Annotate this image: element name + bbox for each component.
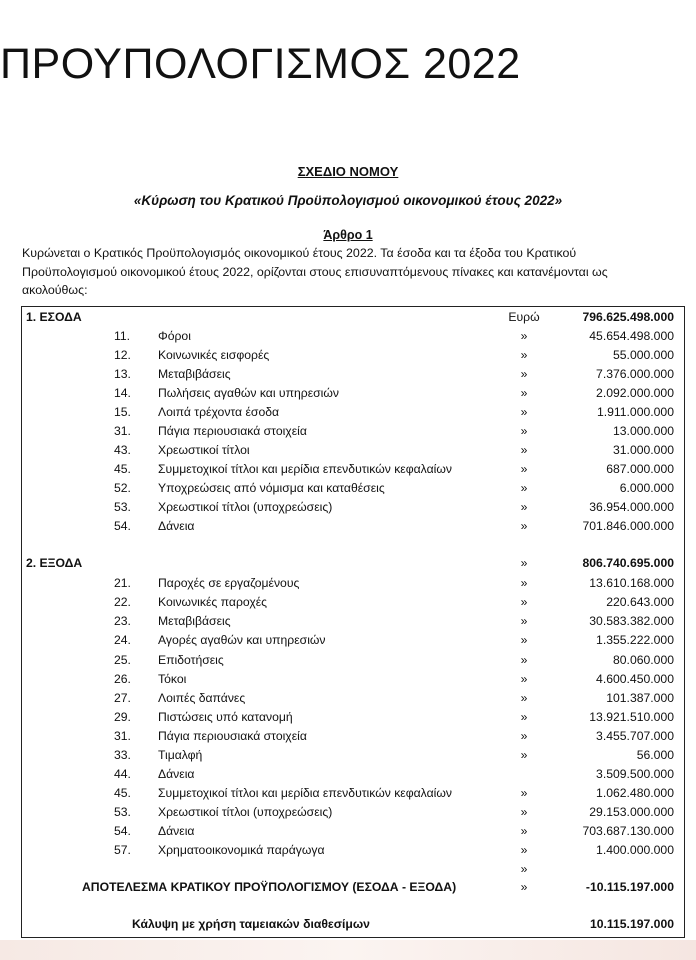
row-code: 13.: [114, 367, 131, 381]
table-row: [22, 481, 684, 500]
row-unit: »: [520, 633, 528, 647]
row-amount: 701.846.000.000: [582, 519, 674, 533]
document-title: ΠΡΟΥΠΟΛΟΓΙΣΜΟΣ 2022: [0, 40, 521, 88]
row-amount: 2.092.000.000: [596, 386, 674, 400]
row-amount: 3.455.707.000: [596, 729, 674, 743]
table-row: [22, 462, 684, 481]
row-code: 26.: [114, 672, 131, 686]
row-amount: 55.000.000: [613, 348, 674, 362]
table-row: [22, 748, 684, 767]
row-unit: »: [520, 710, 528, 724]
row-label: Χρηματοοικονομικά παράγωγα: [158, 843, 325, 857]
row-code: 24.: [114, 633, 131, 647]
row-code: 57.: [114, 843, 131, 857]
row-unit: »: [520, 805, 528, 819]
row-unit: »: [520, 729, 528, 743]
row-code: 54.: [114, 519, 131, 533]
row-amount: 687.000.000: [606, 462, 674, 476]
budget-table: [21, 306, 685, 938]
row-amount: 1.911.000.000: [596, 405, 674, 419]
row-amount: 36.954.000.000: [589, 500, 674, 514]
intro-paragraph: [22, 244, 684, 300]
row-label: Παροχές σε εργαζομένους: [158, 576, 300, 590]
row-label: Υποχρεώσεις από νόμισμα και καταθέσεις: [158, 481, 385, 495]
page-bottom-edge: [0, 940, 696, 960]
row-label: Κοινωνικές παροχές: [158, 595, 268, 609]
result-row: [22, 880, 684, 899]
expenses-section-label: 2. ΕΞΟΔΑ: [26, 556, 83, 570]
row-unit: »: [520, 348, 528, 362]
row-unit: »: [520, 880, 528, 894]
row-amount: 1.400.000.000: [596, 843, 674, 857]
row-label: Δάνεια: [158, 519, 195, 533]
row-label: Τιμαλφή: [158, 748, 203, 762]
table-row: [22, 614, 684, 633]
row-unit: »: [520, 481, 528, 495]
row-unit: »: [520, 576, 528, 590]
table-row: [22, 500, 684, 519]
table-row: [22, 805, 684, 824]
revenue-total: 796.625.498.000: [582, 310, 674, 324]
row-label: Χρεωστικοί τίτλοι (υποχρεώσεις): [158, 805, 333, 819]
table-row: [22, 424, 684, 443]
row-unit: »: [520, 824, 528, 838]
row-code: 15.: [114, 405, 131, 419]
row-label: Δάνεια: [158, 824, 195, 838]
table-row: [22, 348, 684, 367]
row-label: Πάγια περιουσιακά στοιχεία: [158, 424, 307, 438]
row-label: Επιδοτήσεις: [158, 653, 224, 667]
row-label: Πιστώσεις υπό κατανομή: [158, 710, 293, 724]
row-label: Κοινωνικές εισφορές: [158, 348, 270, 362]
row-label: Συμμετοχικοί τίτλοι και μερίδια επενδυτικών κεφαλαίων: [158, 462, 452, 476]
revenue-header-row: [22, 310, 684, 329]
row-amount: 703.687.130.000: [582, 824, 674, 838]
row-unit: »: [520, 500, 528, 514]
row-unit: »: [520, 843, 528, 857]
row-code: 54.: [114, 824, 131, 838]
row-amount: 13.000.000: [613, 424, 674, 438]
row-unit: »: [520, 862, 528, 876]
row-amount: 31.000.000: [613, 443, 674, 457]
article-heading: Άρθρο 1: [323, 228, 373, 242]
row-label: Αγορές αγαθών και υπηρεσιών: [158, 633, 326, 647]
row-label: Χρεωστικοί τίτλοι: [158, 443, 250, 457]
row-amount: 13.610.168.000: [589, 576, 674, 590]
row-code: 33.: [114, 748, 131, 762]
row-code: 29.: [114, 710, 131, 724]
ratification-heading: «Κύρωση του Κρατικού Προϋπολογισμού οικονομικού έτους 2022»: [133, 193, 563, 208]
row-code: 53.: [114, 500, 131, 514]
row-label: Συμμετοχικοί τίτλοι και μερίδια επενδυτικών κεφαλαίων: [158, 786, 452, 800]
table-row: [22, 729, 684, 748]
row-unit: »: [520, 786, 528, 800]
row-amount: 13.921.510.000: [589, 710, 674, 724]
row-code: 22.: [114, 595, 131, 609]
coverage-amount: 10.115.197.000: [589, 917, 674, 931]
row-amount: 1.355.222.000: [596, 633, 674, 647]
row-unit: »: [520, 653, 528, 667]
table-row: [22, 595, 684, 614]
table-row: [22, 862, 684, 881]
row-unit: »: [520, 691, 528, 705]
row-label: Μεταβιβάσεις: [158, 367, 231, 381]
row-code: 43.: [114, 443, 131, 457]
row-unit: »: [520, 386, 528, 400]
row-amount: 101.387.000: [606, 691, 674, 705]
row-unit: »: [520, 519, 528, 533]
table-row: [22, 691, 684, 710]
row-unit: »: [520, 405, 528, 419]
row-amount: 56.000: [636, 748, 674, 762]
row-unit: »: [520, 424, 528, 438]
table-row: [22, 710, 684, 729]
row-code: 45.: [114, 462, 131, 476]
row-unit: »: [520, 462, 528, 476]
table-row: [22, 633, 684, 652]
row-code: 44.: [114, 767, 131, 781]
table-row: [22, 386, 684, 405]
row-label: Δάνεια: [158, 767, 195, 781]
row-unit: »: [520, 367, 528, 381]
revenue-section-label: 1. ΕΣΟΔΑ: [26, 310, 82, 324]
intro-line: ακολούθως:: [22, 283, 88, 297]
table-row: [22, 329, 684, 348]
row-amount: 30.583.382.000: [589, 614, 674, 628]
row-code: 53.: [114, 805, 131, 819]
row-amount: 45.654.498.000: [589, 329, 674, 343]
row-amount: 3.509.500.000: [596, 767, 674, 781]
row-code: 12.: [114, 348, 131, 362]
row-amount: 1.062.480.000: [596, 786, 674, 800]
row-amount: 29.153.000.000: [589, 805, 674, 819]
result-amount: -10.115.197.000: [585, 880, 674, 894]
row-code: 23.: [114, 614, 131, 628]
row-amount: 220.643.000: [606, 595, 674, 609]
row-code: 11.: [114, 329, 131, 343]
table-row: [22, 576, 684, 595]
row-label: Λοιπά τρέχοντα έσοδα: [158, 405, 280, 419]
row-unit: »: [520, 595, 528, 609]
row-code: 14.: [114, 386, 131, 400]
row-label: Πάγια περιουσιακά στοιχεία: [158, 729, 307, 743]
table-row: [22, 405, 684, 424]
coverage-row: [22, 917, 684, 936]
row-code: 21.: [114, 576, 131, 590]
row-unit: »: [520, 556, 528, 570]
row-unit: »: [520, 614, 528, 628]
table-row: [22, 824, 684, 843]
row-code: 45.: [114, 786, 131, 800]
row-unit: »: [520, 748, 528, 762]
row-label: Χρεωστικοί τίτλοι (υποχρεώσεις): [158, 500, 333, 514]
intro-line: Κυρώνεται ο Κρατικός Προϋπολογισμός οικονομικού έτους 2022. Τα έσοδα και τα έξοδα του Κρατικού: [22, 246, 577, 260]
result-label: ΑΠΟΤΕΛΕΣΜΑ ΚΡΑΤΙΚΟΥ ΠΡΟΫΠΟΛΟΓΙΣΜΟΥ (ΕΣΟΔΑ - ΕΞΟΔΑ): [82, 880, 457, 894]
table-row: [22, 519, 684, 538]
table-row: [22, 767, 684, 786]
row-amount: 7.376.000.000: [596, 367, 674, 381]
expenses-total: 806.740.695.000: [582, 556, 674, 570]
table-row: [22, 786, 684, 805]
table-row: [22, 653, 684, 672]
row-code: 31.: [114, 729, 131, 743]
row-code: 25.: [114, 653, 131, 667]
table-row: [22, 672, 684, 691]
row-amount: 4.600.450.000: [596, 672, 674, 686]
row-label: Πωλήσεις αγαθών και υπηρεσιών: [158, 386, 339, 400]
row-amount: 80.060.000: [613, 653, 674, 667]
row-label: Φόροι: [158, 329, 191, 343]
table-row: [22, 367, 684, 386]
intro-line: Προϋπολογισμού οικονομικού έτους 2022, ορίζονται στους επισυναπτόμενους πίνακες και κατανέμονται ως: [22, 264, 608, 279]
row-unit: »: [520, 329, 528, 343]
law-heading: ΣΧΕΔΙΟ ΝΟΜΟΥ: [297, 164, 399, 179]
expenses-header-row: [22, 556, 684, 575]
row-label: Μεταβιβάσεις: [158, 614, 231, 628]
row-label: Λοιπές δαπάνες: [158, 691, 246, 705]
row-label: Τόκοι: [158, 672, 187, 686]
row-code: 31.: [114, 424, 131, 438]
row-code: 27.: [114, 691, 131, 705]
row-unit: »: [520, 443, 528, 457]
row-amount: 6.000.000: [619, 481, 674, 495]
coverage-label: Κάλυψη με χρήση ταμειακών διαθεσίμων: [132, 917, 370, 931]
row-unit: »: [520, 672, 528, 686]
table-row: [22, 843, 684, 862]
table-row: [22, 443, 684, 462]
row-code: 52.: [114, 481, 131, 495]
currency-unit: Ευρώ: [508, 310, 540, 324]
